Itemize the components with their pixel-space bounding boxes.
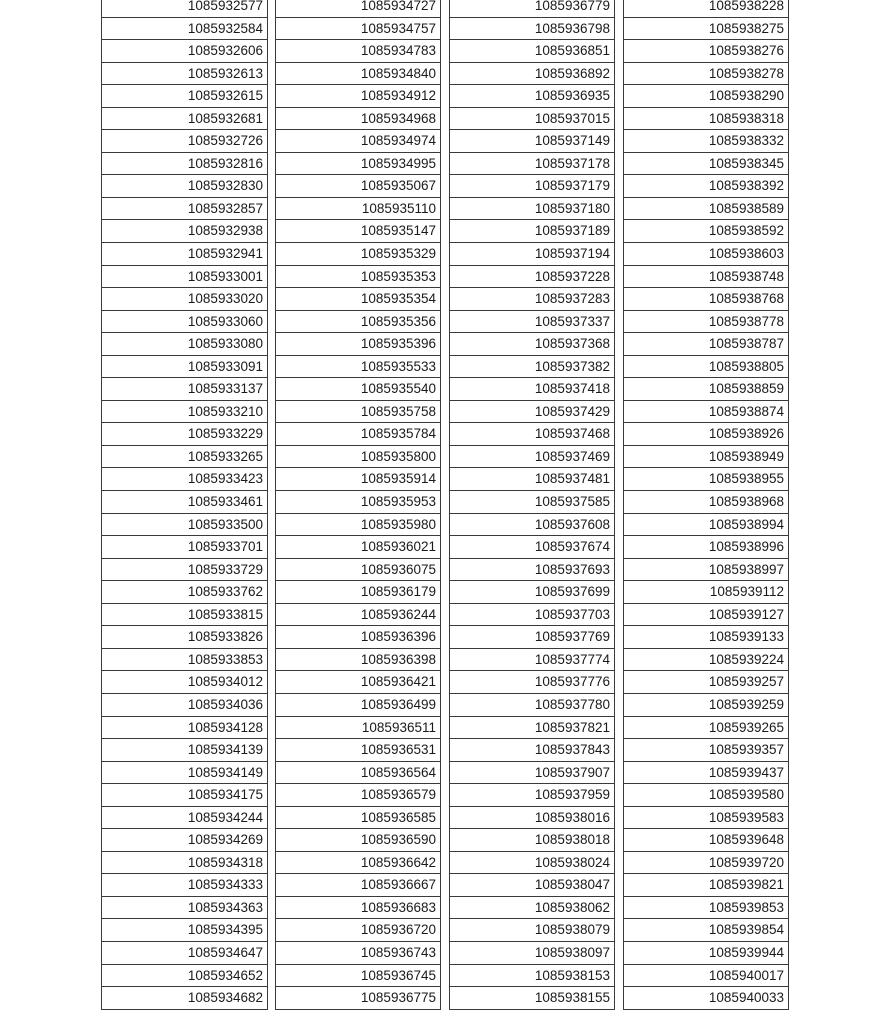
table-cell: 1085937843: [450, 739, 614, 762]
table-cell: 1085937283: [450, 288, 614, 311]
table-cell: 1085938290: [624, 85, 788, 108]
table-cell: 1085933815: [102, 604, 267, 627]
table-cell: 1085934128: [102, 717, 267, 740]
table-cell: 1085937907: [450, 762, 614, 785]
table-cell: 1085938062: [450, 897, 614, 920]
table-cell: 1085939133: [624, 626, 788, 649]
table-cell: 1085937189: [450, 220, 614, 243]
table-column-1: [101, 0, 268, 1010]
table-cell: 1085934757: [276, 18, 440, 41]
table-cell: 1085936499: [276, 694, 440, 717]
table-cell: 1085934840: [276, 63, 440, 86]
table-cell: 1085938778: [624, 311, 788, 334]
table-cell: 1085936590: [276, 829, 440, 852]
table-cell: 1085933729: [102, 559, 267, 582]
table-cell: 1085936564: [276, 762, 440, 785]
table-cell: 1085939112: [624, 581, 788, 604]
table-cell: 1085934974: [276, 130, 440, 153]
table-cell: 1085932830: [102, 175, 267, 198]
table-cell: 1085935353: [276, 266, 440, 289]
table-cell: 1085938228: [624, 0, 788, 18]
table-cell: 1085936642: [276, 852, 440, 875]
table-cell: 1085935540: [276, 378, 440, 401]
table-cell: 1085938275: [624, 18, 788, 41]
table-cell: 1085937703: [450, 604, 614, 627]
table-cell: 1085938592: [624, 220, 788, 243]
table-cell: 1085934244: [102, 807, 267, 830]
table-cell: 1085938996: [624, 536, 788, 559]
table-cell: 1085937699: [450, 581, 614, 604]
table-column-3: [449, 0, 615, 1010]
table-cell: 1085936421: [276, 671, 440, 694]
table-cell: 1085936179: [276, 581, 440, 604]
table-cell: 1085935067: [276, 175, 440, 198]
table-cell: 1085938276: [624, 40, 788, 63]
table-cell: 1085933853: [102, 649, 267, 672]
table-cell: 1085939127: [624, 604, 788, 627]
table-cell: 1085935800: [276, 446, 440, 469]
table-cell: 1085936683: [276, 897, 440, 920]
table-cell: 1085937337: [450, 311, 614, 334]
table-cell: 1085935784: [276, 423, 440, 446]
table-cell: 1085939944: [624, 942, 788, 965]
table-cell: 1085938153: [450, 965, 614, 988]
table-cell: 1085934175: [102, 784, 267, 807]
table-cell: 1085934363: [102, 897, 267, 920]
table-cell: 1085933091: [102, 356, 267, 379]
table-cell: 1085936075: [276, 559, 440, 582]
table-cell: 1085933701: [102, 536, 267, 559]
table-cell: 1085938332: [624, 130, 788, 153]
table-column-2: [275, 0, 441, 1010]
table-cell: 1085933020: [102, 288, 267, 311]
table-cell: 1085937693: [450, 559, 614, 582]
table-cell: 1085932941: [102, 243, 267, 266]
table-cell: 1085938955: [624, 468, 788, 491]
table-cell: 1085937776: [450, 671, 614, 694]
table-cell: 1085932938: [102, 220, 267, 243]
table-cell: 1085936021: [276, 536, 440, 559]
table-cell: 1085936892: [450, 63, 614, 86]
table-cell: 1085935914: [276, 468, 440, 491]
table-cell: 1085938016: [450, 807, 614, 830]
table-cell: 1085937194: [450, 243, 614, 266]
table-cell: 1085938097: [450, 942, 614, 965]
table-cell: 1085933229: [102, 423, 267, 446]
table-cell: 1085936743: [276, 942, 440, 965]
table-cell: 1085935110: [276, 198, 440, 221]
table-cell: 1085934395: [102, 919, 267, 942]
table-cell: 1085938926: [624, 423, 788, 446]
table-cell: 1085934727: [276, 0, 440, 18]
table-cell: 1085936585: [276, 807, 440, 830]
table-cell: 1085937481: [450, 468, 614, 491]
table-cell: 1085938589: [624, 198, 788, 221]
table-cell: 1085932816: [102, 153, 267, 176]
table-cell: 1085937468: [450, 423, 614, 446]
table-cell: 1085935758: [276, 401, 440, 424]
table-cell: 1085932577: [102, 0, 267, 18]
table-cell: 1085933762: [102, 581, 267, 604]
table-cell: 1085932613: [102, 63, 267, 86]
table-cell: 1085938949: [624, 446, 788, 469]
table-cell: 1085938859: [624, 378, 788, 401]
table-cell: 1085938278: [624, 63, 788, 86]
table-cell: 1085937382: [450, 356, 614, 379]
table-cell: 1085935980: [276, 514, 440, 537]
table-cell: 1085940033: [624, 987, 788, 1010]
table-cell: 1085939583: [624, 807, 788, 830]
table-cell: 1085933137: [102, 378, 267, 401]
table-cell: 1085934333: [102, 874, 267, 897]
table-cell: 1085934652: [102, 965, 267, 988]
table-cell: 1085935356: [276, 311, 440, 334]
table-cell: 1085936935: [450, 85, 614, 108]
table-cell: 1085940017: [624, 965, 788, 988]
table-cell: 1085939853: [624, 897, 788, 920]
table-cell: 1085936745: [276, 965, 440, 988]
table-cell: 1085938345: [624, 153, 788, 176]
table-cell: 1085934012: [102, 671, 267, 694]
table-cell: 1085938768: [624, 288, 788, 311]
table-cell: 1085936779: [450, 0, 614, 18]
table-cell: 1085938968: [624, 491, 788, 514]
table-cell: 1085938787: [624, 333, 788, 356]
table-cell: 1085934269: [102, 829, 267, 852]
table-cell: 1085937180: [450, 198, 614, 221]
table-cell: 1085938018: [450, 829, 614, 852]
table-cell: 1085935354: [276, 288, 440, 311]
table-cell: 1085936775: [276, 987, 440, 1010]
table-cell: 1085936396: [276, 626, 440, 649]
table-cell: 1085937015: [450, 108, 614, 131]
table-cell: 1085938748: [624, 266, 788, 289]
table-cell: 1085938318: [624, 108, 788, 131]
table-cell: 1085934647: [102, 942, 267, 965]
table-cell: 1085932606: [102, 40, 267, 63]
table-cell: 1085939580: [624, 784, 788, 807]
table-cell: 1085934995: [276, 153, 440, 176]
table-column-4: [623, 0, 789, 1010]
table-cell: 1085933210: [102, 401, 267, 424]
table-cell: 1085933423: [102, 468, 267, 491]
table-cell: 1085936398: [276, 649, 440, 672]
table-cell: 1085937774: [450, 649, 614, 672]
table-cell: 1085938805: [624, 356, 788, 379]
table-cell: 1085939259: [624, 694, 788, 717]
table-cell: 1085936851: [450, 40, 614, 63]
table-cell: 1085933500: [102, 514, 267, 537]
table-cell: 1085935147: [276, 220, 440, 243]
table-cell: 1085938874: [624, 401, 788, 424]
table-cell: 1085934912: [276, 85, 440, 108]
table-cell: 1085938997: [624, 559, 788, 582]
table-cell: 1085938155: [450, 987, 614, 1010]
table-cell: 1085934783: [276, 40, 440, 63]
table-cell: 1085936511: [276, 717, 440, 740]
table-cell: 1085936244: [276, 604, 440, 627]
table-cell: 1085937429: [450, 401, 614, 424]
table-cell: 1085937780: [450, 694, 614, 717]
table-cell: 1085932726: [102, 130, 267, 153]
table-cell: 1085939265: [624, 717, 788, 740]
table-cell: 1085935396: [276, 333, 440, 356]
table-cell: 1085933060: [102, 311, 267, 334]
table-cell: 1085939437: [624, 762, 788, 785]
table-cell: 1085937469: [450, 446, 614, 469]
table-cell: 1085938994: [624, 514, 788, 537]
table-cell: 1085938603: [624, 243, 788, 266]
table-cell: 1085939821: [624, 874, 788, 897]
table-cell: 1085933265: [102, 446, 267, 469]
table-cell: 1085936720: [276, 919, 440, 942]
table-cell: 1085939648: [624, 829, 788, 852]
table-cell: 1085932615: [102, 85, 267, 108]
table-cell: 1085934318: [102, 852, 267, 875]
table-cell: 1085935953: [276, 491, 440, 514]
table-cell: 1085937821: [450, 717, 614, 740]
table-cell: 1085937769: [450, 626, 614, 649]
table-cell: 1085934968: [276, 108, 440, 131]
table-cell: 1085939720: [624, 852, 788, 875]
table-cell: 1085934682: [102, 987, 267, 1010]
table-cell: 1085936579: [276, 784, 440, 807]
table-cell: 1085939257: [624, 671, 788, 694]
table-cell: 1085939224: [624, 649, 788, 672]
table-cell: 1085937228: [450, 266, 614, 289]
table-cell: 1085934149: [102, 762, 267, 785]
table-cell: 1085933826: [102, 626, 267, 649]
table-cell: 1085936798: [450, 18, 614, 41]
table-cell: 1085938392: [624, 175, 788, 198]
table-cell: 1085937179: [450, 175, 614, 198]
table-cell: 1085932857: [102, 198, 267, 221]
table-cell: 1085932681: [102, 108, 267, 131]
table-cell: 1085939357: [624, 739, 788, 762]
table-cell: 1085935329: [276, 243, 440, 266]
table-cell: 1085933461: [102, 491, 267, 514]
table-cell: 1085937149: [450, 130, 614, 153]
table-cell: 1085935533: [276, 356, 440, 379]
table-cell: 1085937959: [450, 784, 614, 807]
table-cell: 1085934036: [102, 694, 267, 717]
table-cell: 1085938079: [450, 919, 614, 942]
table-cell: 1085932584: [102, 18, 267, 41]
table-cell: 1085934139: [102, 739, 267, 762]
table-cell: 1085936667: [276, 874, 440, 897]
table-cell: 1085937585: [450, 491, 614, 514]
table-cell: 1085937608: [450, 514, 614, 537]
table-cell: 1085937418: [450, 378, 614, 401]
table-cell: 1085933001: [102, 266, 267, 289]
table-cell: 1085933080: [102, 333, 267, 356]
table-cell: 1085938024: [450, 852, 614, 875]
table-cell: 1085938047: [450, 874, 614, 897]
table-cell: 1085937368: [450, 333, 614, 356]
table-cell: 1085939854: [624, 919, 788, 942]
table-cell: 1085937178: [450, 153, 614, 176]
table-cell: 1085937674: [450, 536, 614, 559]
table-cell: 1085936531: [276, 739, 440, 762]
